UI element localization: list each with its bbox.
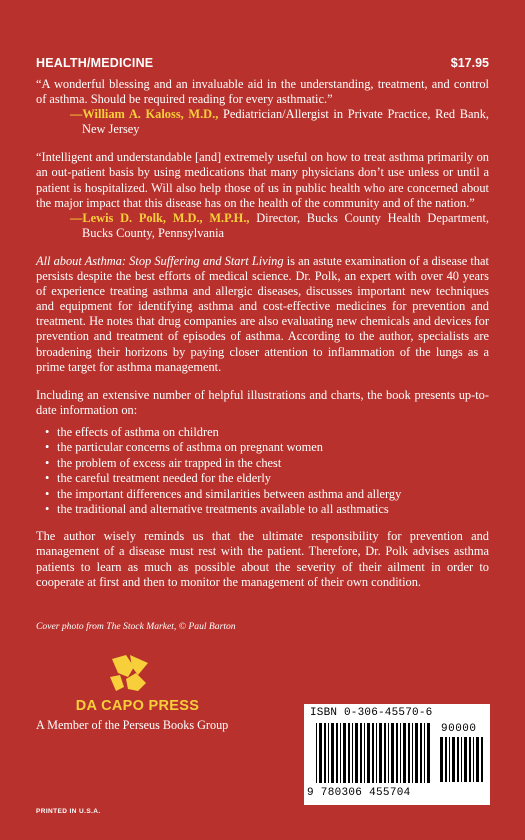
reviewer-role-1: Pediatrician/Allergist in Private Practice, Red Bank, New Jersey [82, 107, 489, 137]
barcode-bar [449, 737, 450, 782]
barcode-bar [424, 723, 425, 783]
barcode-bar [457, 737, 459, 782]
review-quote-1: “A wonderful blessing and an invaluable aid in the understanding, treatment, and control of asthma. Should be required reading for every asthmatic.” [36, 77, 489, 107]
barcode-bar [412, 723, 413, 783]
barcode-bar [445, 737, 447, 782]
list-item: • the particular concerns of asthma on pregnant women [45, 440, 489, 455]
barcode-bar [340, 723, 341, 783]
printed-in-label: PRINTED IN U.S.A. [36, 808, 101, 815]
barcode-bar [420, 723, 422, 783]
barcode-bar [352, 723, 353, 783]
price-label: $17.95 [450, 56, 489, 70]
barcode-bar [408, 723, 410, 783]
review-attribution-2 [36, 211, 489, 241]
barcode-bar [336, 723, 338, 783]
list-item: • the careful treatment needed for the elderly [45, 471, 489, 486]
barcode-bar [464, 737, 467, 782]
review-quote-2: “Intelligent and understandable [and] extremely useful on how to treat asthma primarily on an out-patient basis by using medications that many physicians don’t use unless or until a patient is hospitalized. Will also help those of us in public health who are concerned about the major impact that this disease has on the health of the community and of the nation.” [36, 150, 489, 210]
book-title: All about Asthma: Stop Suffering and Start Living [36, 253, 284, 268]
addon-number: 90000 [441, 723, 477, 735]
barcode-bar [388, 723, 389, 783]
barcode-bar [403, 723, 406, 783]
cover-text [36, 77, 489, 590]
barcode-bar [427, 723, 430, 783]
barcode-bar [469, 737, 471, 782]
addon-barcode-bars [440, 737, 485, 782]
barcode-bar [364, 723, 365, 783]
barcode-bar [440, 737, 443, 782]
header-bar [36, 56, 489, 74]
list-item: • the problem of excess air trapped in the chest [45, 456, 489, 471]
barcode-bar [355, 723, 358, 783]
barcode-bar [324, 723, 326, 783]
list-item: • the important differences and similarities between asthma and allergy [45, 487, 489, 502]
barcode-bar [316, 723, 317, 783]
list-item: • the effects of asthma on children [45, 425, 489, 440]
barcode-bar [384, 723, 386, 783]
ean-barcode-bars [316, 723, 432, 783]
book-description [36, 254, 489, 375]
barcode-bar [376, 723, 377, 783]
barcode-bar [391, 723, 394, 783]
reviewer-role-2: Director, Bucks County Health Department, Bucks County, Pennsylvania [82, 210, 489, 240]
barcode-bar [481, 737, 483, 782]
isbn-barcode [304, 704, 490, 805]
barcode-bar [379, 723, 382, 783]
barcode-bar [461, 737, 462, 782]
barcode-bar [367, 723, 370, 783]
barcode-bar [331, 723, 334, 783]
isbn-label: ISBN 0-306-45570-6 [310, 707, 433, 719]
barcode-bar [348, 723, 350, 783]
barcode-bar [415, 723, 418, 783]
barcode-bar [343, 723, 346, 783]
barcode-bar [396, 723, 398, 783]
topics-list [36, 425, 489, 517]
barcode-bar [372, 723, 374, 783]
category-label: HEALTH/MEDICINE [36, 56, 154, 70]
photo-credit: Cover photo from The Stock Market, © Paul Barton [36, 621, 236, 632]
da-capo-logo-icon [108, 653, 152, 693]
barcode-bar [328, 723, 329, 783]
closing-paragraph: The author wisely reminds us that the ultimate responsibility for prevention and management of a disease must rest with the patient. Therefore, Dr. Polk advises asthma patients to learn as much as possible about the severity of their ailment in order to cooperate at first and then to monitor the management of their own condition. [36, 529, 489, 589]
publisher-name: DA CAPO PRESS [75, 698, 200, 714]
ean-number: 9 780306 455704 [307, 787, 411, 799]
barcode-bar [360, 723, 362, 783]
publisher-member-line: A Member of the Perseus Books Group [36, 718, 229, 732]
reviewer-name-1: —William A. Kaloss, M.D., [70, 107, 219, 122]
topics-intro: Including an extensive number of helpful illustrations and charts, the book presents up-to-date information on: [36, 387, 489, 417]
review-attribution-1 [36, 107, 489, 137]
reviewer-name-2: —Lewis D. Polk, M.D., M.P.H., [70, 210, 250, 225]
barcode-bar [319, 723, 322, 783]
barcode-bar [473, 737, 474, 782]
barcode-bar [476, 737, 479, 782]
barcode-bar [452, 737, 455, 782]
description-text: is an astute examination of a disease that persists despite the best efforts of medical science. Dr. Polk, an expert with over 40 years of experience treating asthma and allergic diseases, discusses important new techniques and equipment for identifying asthma and cost-effective medicines for prevention and treatment. He notes that drug companies are also evaluating new chemicals and devices for prevention and treatment of episodes of asthma. According to the author, specialists are broadening their horizons by paying closer attention to inflammation of the lungs as a prime target for asthma management. [36, 253, 489, 374]
barcode-bar [400, 723, 401, 783]
list-item: • the traditional and alternative treatments available to all asthmatics [45, 502, 489, 517]
